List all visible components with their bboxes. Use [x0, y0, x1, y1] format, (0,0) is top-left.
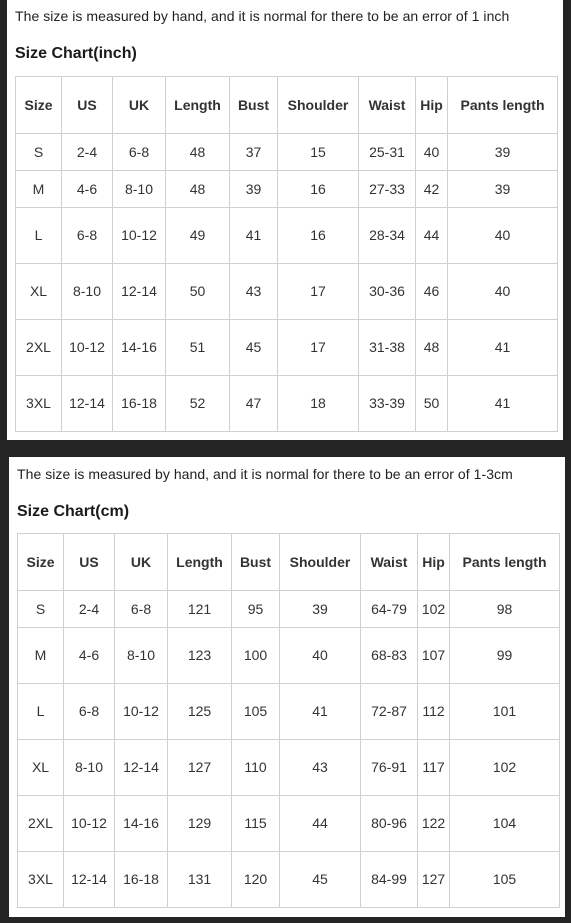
table-cell: 8-10 — [113, 171, 166, 208]
table-cell: 2XL — [18, 796, 64, 852]
table-cell: M — [16, 171, 62, 208]
table-cell: 107 — [418, 628, 450, 684]
table-cell: 99 — [450, 628, 560, 684]
table-cell: 30-36 — [359, 264, 416, 320]
table-cell: 43 — [280, 740, 361, 796]
table-cell: M — [18, 628, 64, 684]
table-cell: 33-39 — [359, 376, 416, 432]
table-row — [16, 171, 558, 208]
table-cell: 27-33 — [359, 171, 416, 208]
table-cell: 43 — [230, 264, 278, 320]
table-cell: 41 — [280, 684, 361, 740]
table-cell: 2-4 — [64, 591, 115, 628]
table-cell: 15 — [278, 134, 359, 171]
table-header-row — [16, 77, 558, 134]
table-cell: 2XL — [16, 320, 62, 376]
table-cell: 115 — [232, 796, 280, 852]
table-row — [16, 264, 558, 320]
table-cell: 6-8 — [115, 591, 168, 628]
table-cell: 12-14 — [64, 852, 115, 908]
table-cell: 14-16 — [115, 796, 168, 852]
table-cell: 49 — [166, 208, 230, 264]
table-cell: 6-8 — [62, 208, 113, 264]
table-cell: 39 — [280, 591, 361, 628]
table-cell: 17 — [278, 264, 359, 320]
column-header: Length — [166, 77, 230, 134]
table-cell: 84-99 — [361, 852, 418, 908]
table-row — [18, 796, 560, 852]
size-chart-cm-panel — [9, 457, 565, 917]
table-cell: 40 — [448, 264, 558, 320]
column-header: US — [64, 534, 115, 591]
column-header: Shoulder — [278, 77, 359, 134]
table-cell: 4-6 — [64, 628, 115, 684]
table-row — [18, 852, 560, 908]
table-cell: S — [18, 591, 64, 628]
table-row — [16, 134, 558, 171]
table-cell: 39 — [448, 171, 558, 208]
table-cell: 2-4 — [62, 134, 113, 171]
table-cell: 122 — [418, 796, 450, 852]
table-cell: 121 — [168, 591, 232, 628]
table-cell: 10-12 — [64, 796, 115, 852]
table-cell: 39 — [230, 171, 278, 208]
table-cell: 102 — [450, 740, 560, 796]
table-row — [18, 740, 560, 796]
column-header: Pants length — [450, 534, 560, 591]
table-cell: 104 — [450, 796, 560, 852]
table-cell: 131 — [168, 852, 232, 908]
table-cell: 48 — [416, 320, 448, 376]
table-cell: 12-14 — [115, 740, 168, 796]
table-cell: 40 — [280, 628, 361, 684]
table-cell: 8-10 — [62, 264, 113, 320]
table-cell: 64-79 — [361, 591, 418, 628]
table-cell: 46 — [416, 264, 448, 320]
table-cell: 12-14 — [62, 376, 113, 432]
table-cell: 40 — [416, 134, 448, 171]
table-cell: 18 — [278, 376, 359, 432]
table-cell: 68-83 — [361, 628, 418, 684]
table-cell: 120 — [232, 852, 280, 908]
table-cell: 10-12 — [62, 320, 113, 376]
table-cell: 6-8 — [113, 134, 166, 171]
table-cell: 112 — [418, 684, 450, 740]
table-cell: 31-38 — [359, 320, 416, 376]
table-cell: 40 — [448, 208, 558, 264]
column-header: Pants length — [448, 77, 558, 134]
table-cell: XL — [18, 740, 64, 796]
table-cell: 16-18 — [115, 852, 168, 908]
table-cell: 50 — [416, 376, 448, 432]
table-cell: 52 — [166, 376, 230, 432]
table-cell: 127 — [418, 852, 450, 908]
table-cell: 76-91 — [361, 740, 418, 796]
table-cell: 105 — [450, 852, 560, 908]
table-cell: 101 — [450, 684, 560, 740]
table-cell: 10-12 — [115, 684, 168, 740]
table-cell: 45 — [280, 852, 361, 908]
table-cell: 14-16 — [113, 320, 166, 376]
measurement-note: The size is measured by hand, and it is normal for there to be an error of 1-3cm — [17, 466, 513, 482]
table-cell: 48 — [166, 134, 230, 171]
table-cell: 4-6 — [62, 171, 113, 208]
table-cell: 42 — [416, 171, 448, 208]
table-cell: 45 — [230, 320, 278, 376]
table-cell: 48 — [166, 171, 230, 208]
column-header: Bust — [232, 534, 280, 591]
column-header: Shoulder — [280, 534, 361, 591]
table-cell: 44 — [416, 208, 448, 264]
table-cell: 129 — [168, 796, 232, 852]
table-row — [16, 208, 558, 264]
column-header: Bust — [230, 77, 278, 134]
measurement-note: The size is measured by hand, and it is normal for there to be an error of 1 inch — [15, 8, 510, 24]
chart-title: Size Chart(cm) — [17, 503, 130, 520]
size-table-cm — [17, 533, 560, 908]
table-row — [18, 684, 560, 740]
size-table-inch — [15, 76, 558, 432]
table-cell: 98 — [450, 591, 560, 628]
table-cell: 47 — [230, 376, 278, 432]
table-cell: 125 — [168, 684, 232, 740]
table-cell: 10-12 — [113, 208, 166, 264]
table-cell: 41 — [448, 320, 558, 376]
table-cell: 16-18 — [113, 376, 166, 432]
table-cell: 41 — [230, 208, 278, 264]
column-header: UK — [115, 534, 168, 591]
table-cell: 102 — [418, 591, 450, 628]
column-header: US — [62, 77, 113, 134]
column-header: Length — [168, 534, 232, 591]
table-cell: 117 — [418, 740, 450, 796]
column-header: Waist — [359, 77, 416, 134]
table-cell: 25-31 — [359, 134, 416, 171]
column-header: Hip — [418, 534, 450, 591]
table-cell: XL — [16, 264, 62, 320]
table-cell: S — [16, 134, 62, 171]
table-cell: 3XL — [16, 376, 62, 432]
table-cell: 8-10 — [115, 628, 168, 684]
column-header: Waist — [361, 534, 418, 591]
table-cell: 123 — [168, 628, 232, 684]
table-cell: 8-10 — [64, 740, 115, 796]
table-cell: 127 — [168, 740, 232, 796]
column-header: Size — [18, 534, 64, 591]
column-header: Size — [16, 77, 62, 134]
table-cell: 12-14 — [113, 264, 166, 320]
size-chart-inch-panel — [7, 0, 563, 440]
table-cell: 16 — [278, 171, 359, 208]
table-cell: 41 — [448, 376, 558, 432]
table-row — [18, 628, 560, 684]
table-cell: L — [18, 684, 64, 740]
table-cell: 80-96 — [361, 796, 418, 852]
table-cell: 28-34 — [359, 208, 416, 264]
table-cell: 95 — [232, 591, 280, 628]
table-cell: 3XL — [18, 852, 64, 908]
table-cell: L — [16, 208, 62, 264]
table-cell: 6-8 — [64, 684, 115, 740]
table-cell: 39 — [448, 134, 558, 171]
table-header-row — [18, 534, 560, 591]
column-header: UK — [113, 77, 166, 134]
table-cell: 110 — [232, 740, 280, 796]
table-cell: 17 — [278, 320, 359, 376]
table-cell: 51 — [166, 320, 230, 376]
table-cell: 105 — [232, 684, 280, 740]
table-row — [18, 591, 560, 628]
table-row — [16, 376, 558, 432]
table-cell: 50 — [166, 264, 230, 320]
table-cell: 44 — [280, 796, 361, 852]
table-row — [16, 320, 558, 376]
table-cell: 100 — [232, 628, 280, 684]
table-cell: 72-87 — [361, 684, 418, 740]
column-header: Hip — [416, 77, 448, 134]
chart-title: Size Chart(inch) — [15, 45, 137, 62]
table-cell: 16 — [278, 208, 359, 264]
table-cell: 37 — [230, 134, 278, 171]
